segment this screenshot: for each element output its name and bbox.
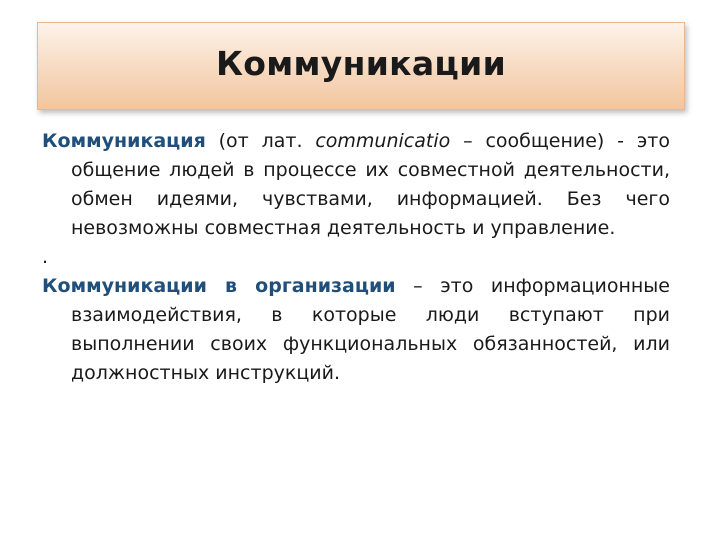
definition-communication-prefix: (от лат. <box>205 130 316 152</box>
definition-communication <box>42 127 670 243</box>
term-communication: Коммуникация <box>42 130 206 152</box>
slide-title-box <box>37 22 685 110</box>
term-org-communications: Коммуникации в организации <box>42 275 396 297</box>
separator-dot: . <box>42 246 49 268</box>
definition-org-communications <box>42 272 670 388</box>
definition-communication-text: – сообщение) - это общение людей в процессе их совместной деятельности, обмен идеями, чувствами, информацией. Без чего невозможны совместная деятельность и управление. <box>71 130 670 239</box>
latin-word: communicatio <box>315 130 451 152</box>
slide-title: Коммуникации <box>216 43 506 83</box>
slide-body <box>42 127 670 388</box>
definition-org-communications-text: – это информационные взаимодействия, в которые люди вступают при выполнении своих функциональных обязанностей, или должностных инструкций. <box>71 275 670 384</box>
